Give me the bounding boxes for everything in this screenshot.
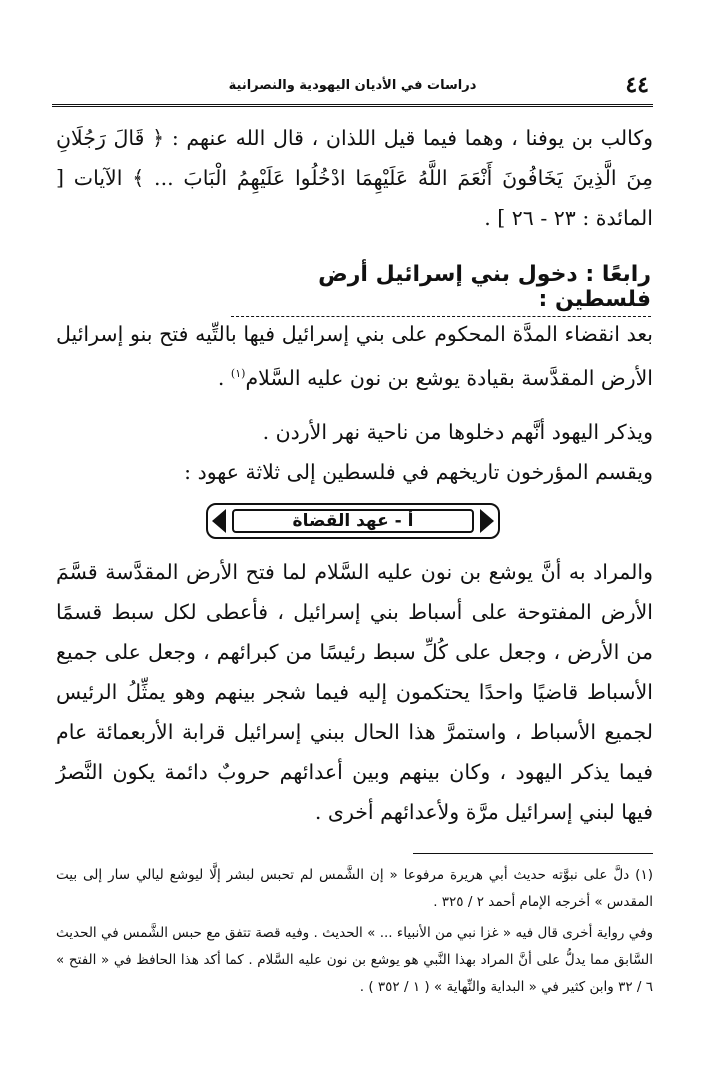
body-paragraph: والمراد به أنَّ يوشع بن نون عليه السَّلام لما فتح الأرض المقدَّسة قسَّمَ الأرض المفتوحة على أسباط بني إسرائيل ، فأعطى لكل سبط قسمًا من الأرض ، وجعل على كُلِّ سبط رئيسًا من كبرائهم ، وجعل على جميع الأسباط قاضيًا واحدًا يحتكمون إليه فيما شجر بينهم وهو يمثِّلُ الرئيس لجميع الأسباط ، واستمرَّ هذا الحال ببني إسرائيل قرابة الأربعمائة عام فيما يذكر اليهود ، وكان بينهم وبين أعدائهم حروبٌ دائمة يكون النَّصرُ فيها لبني إسرائيل مرَّة ولأعدائهم أخرى . — [56, 560, 653, 824]
body-paragraph-block — [56, 552, 653, 832]
section-paragraph-2-block — [56, 412, 653, 452]
page-header — [52, 70, 653, 107]
footnote-1: (١) دلَّ على نبوَّته حديث أبي هريرة مرفوعا « إن الشَّمس لم تحبس لبشر إلَّا ليوشع ليالي سار إلى بيت المقدس » أخرجه الإمام أحمد ٢ / ٣٢٥ . — [56, 867, 653, 910]
intro-paragraph: وكالب بن يوفنا ، وهما فيما قيل اللذان ، قال الله عنهم : ﴿ قَالَ رَجُلَانِ مِنَ الَّذِينَ يَخَافُونَ أَنْعَمَ اللَّهُ عَلَيْهِمَا ادْخُلُوا عَلَيْهِمُ الْبَابَ ... ﴾ الآيات [ المائدة : ٢٣ - ٢٦ ] . — [56, 126, 653, 230]
subsection-banner — [206, 503, 500, 539]
section-paragraph-1-text: بعد انقضاء المدَّة المحكوم على بني إسرائيل فيها بالتِّيه فتح بنو إسرائيل الأرض المقدَّسة بقيادة يوشع بن نون عليه السَّلام — [56, 322, 653, 390]
section-paragraph-1-block — [56, 314, 653, 398]
section-paragraph-1-end: . — [217, 365, 225, 390]
banner-arrow-right-icon — [480, 509, 494, 533]
banner-label: أ - عهد القضاة — [232, 509, 474, 533]
footnote-2: وفي رواية أخرى قال فيه « غزا نبي من الأنبياء ... » الحديث . وفيه قصة تتفق مع حبس الشَّمس في الحديث السَّابق مما يدلُّ على أنَّ المراد بهذا النَّبي هو يوشع بن نون عليه السَّلام . كما أكد هذا الحافظ في « الفتح » ٦ / ٣٢ وابن كثير في « البداية والنِّهاية » ( ١ / ٣٥٢ ) . — [56, 925, 653, 995]
section-paragraph-3-block — [56, 452, 653, 492]
footnotes-block — [56, 862, 653, 1001]
section-paragraph-1 — [56, 314, 653, 398]
page-number: ٤٤ — [625, 72, 649, 98]
section-paragraph-2: ويذكر اليهود أنَّهم دخلوها من ناحية نهر الأردن . — [262, 420, 653, 444]
section-heading: رابعًا : دخول بني إسرائيل أرض فلسطين : — [231, 262, 651, 317]
banner-arrow-left-icon — [212, 509, 226, 533]
section-paragraph-3: ويقسم المؤرخون تاريخهم في فلسطين إلى ثلاثة عهود : — [184, 460, 653, 484]
intro-paragraph-block — [56, 118, 653, 238]
running-title: دراسات في الأديان اليهودية والنصرانية — [228, 78, 477, 93]
footnote-divider — [413, 853, 653, 854]
footnote-reference-1: (١) — [230, 367, 246, 380]
